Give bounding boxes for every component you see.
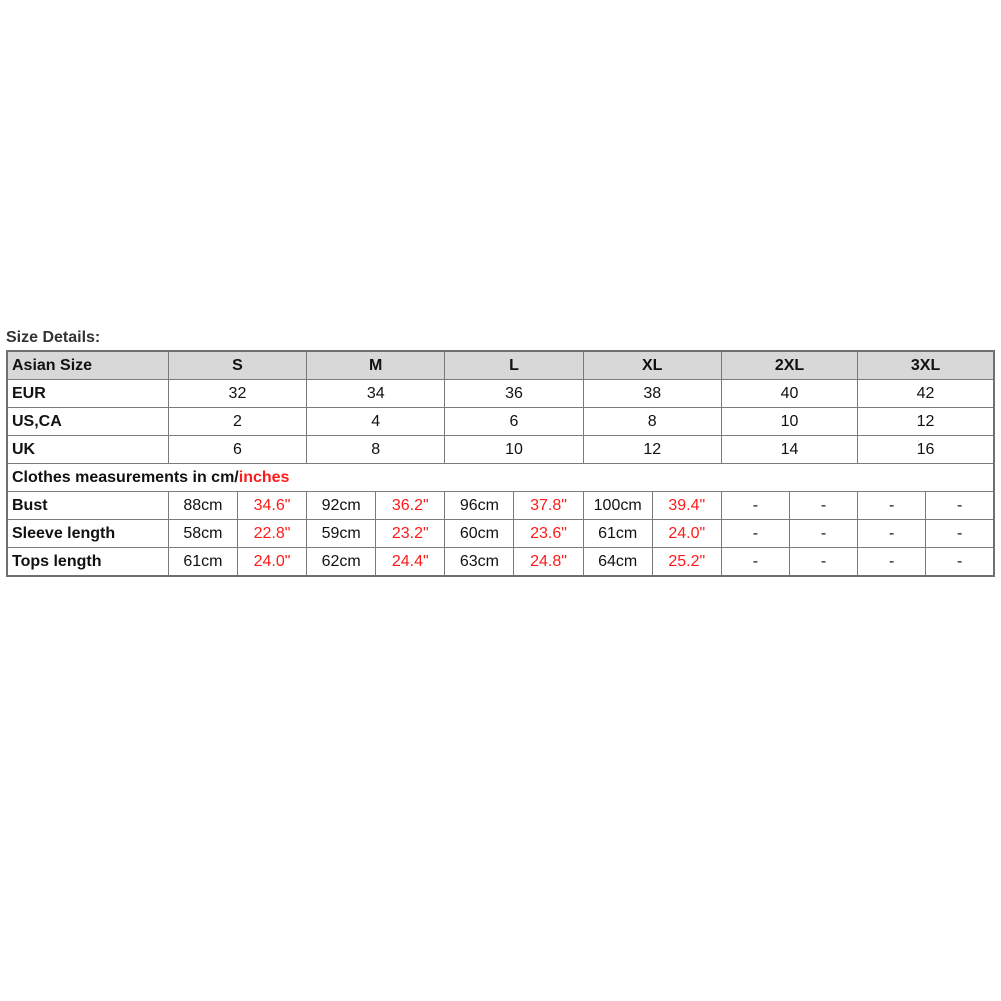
table-cell: 12 (858, 408, 994, 436)
section-row (7, 464, 994, 492)
table-row (7, 520, 994, 548)
size-details-caption: Size Details: (6, 329, 101, 346)
row-label-bust: Bust (7, 492, 168, 520)
table-cell: 38 (583, 380, 721, 408)
table-cell: 12 (583, 436, 721, 464)
table-cell: 61cm (168, 548, 237, 577)
table-cell: 34 (307, 380, 445, 408)
table-cell: 39.4" (652, 492, 721, 520)
table-cell: 14 (721, 436, 857, 464)
size-header-l: L (445, 351, 583, 380)
table-cell: - (858, 548, 926, 577)
table-cell: 4 (307, 408, 445, 436)
row-label-sleeve-length: Sleeve length (7, 520, 168, 548)
table-cell: - (721, 492, 789, 520)
section-text: Clothes measurements in cm/ (12, 468, 239, 486)
size-chart-table (6, 350, 995, 577)
row-label-uk: UK (7, 436, 168, 464)
table-cell: - (858, 492, 926, 520)
table-cell: 23.2" (376, 520, 445, 548)
table-cell: 88cm (168, 492, 237, 520)
table-cell: 8 (307, 436, 445, 464)
table-cell: - (858, 520, 926, 548)
table-cell: 36.2" (376, 492, 445, 520)
size-header-xl: XL (583, 351, 721, 380)
table-cell: 24.0" (237, 548, 306, 577)
table-cell: 100cm (583, 492, 652, 520)
table-cell: 61cm (583, 520, 652, 548)
table-cell: 36 (445, 380, 583, 408)
table-cell: 22.8" (237, 520, 306, 548)
row-label-eur: EUR (7, 380, 168, 408)
table-cell: 96cm (445, 492, 514, 520)
table-cell: - (789, 492, 857, 520)
asian-size-label: Asian Size (7, 351, 168, 380)
row-label-us-ca: US,CA (7, 408, 168, 436)
table-cell: 6 (168, 436, 306, 464)
size-header-3xl: 3XL (858, 351, 994, 380)
table-cell: - (926, 520, 994, 548)
section-highlight: inches (238, 468, 290, 486)
table-cell: 24.8" (514, 548, 583, 577)
table-cell: 34.6" (237, 492, 306, 520)
table-cell: 60cm (445, 520, 514, 548)
table-cell: 40 (721, 380, 857, 408)
table-cell: 92cm (307, 492, 376, 520)
table-row (7, 436, 994, 464)
table-cell: - (926, 548, 994, 577)
table-cell: - (721, 548, 789, 577)
table-cell: 24.4" (376, 548, 445, 577)
table-row (7, 492, 994, 520)
table-cell: 64cm (583, 548, 652, 577)
table-cell: - (789, 520, 857, 548)
size-header-s: S (168, 351, 306, 380)
table-cell: 24.0" (652, 520, 721, 548)
table-cell: 10 (721, 408, 857, 436)
measurements-section-title (7, 464, 994, 492)
header-row (7, 351, 994, 380)
table-cell: 10 (445, 436, 583, 464)
table-cell: - (721, 520, 789, 548)
table-cell: 8 (583, 408, 721, 436)
table-cell: 62cm (307, 548, 376, 577)
table-cell: 25.2" (652, 548, 721, 577)
table-cell: 58cm (168, 520, 237, 548)
table-cell: 42 (858, 380, 994, 408)
table-cell: - (789, 548, 857, 577)
table-cell: 6 (445, 408, 583, 436)
size-header-m: M (307, 351, 445, 380)
table-cell: 59cm (307, 520, 376, 548)
row-label-tops-length: Tops length (7, 548, 168, 577)
table-row (7, 380, 994, 408)
table-cell: 37.8" (514, 492, 583, 520)
table-row (7, 548, 994, 577)
table-cell: 16 (858, 436, 994, 464)
table-cell: 23.6" (514, 520, 583, 548)
table-cell: 63cm (445, 548, 514, 577)
table-cell: 2 (168, 408, 306, 436)
size-header-2xl: 2XL (721, 351, 857, 380)
table-cell: 32 (168, 380, 306, 408)
table-row (7, 408, 994, 436)
table-cell: - (926, 492, 994, 520)
